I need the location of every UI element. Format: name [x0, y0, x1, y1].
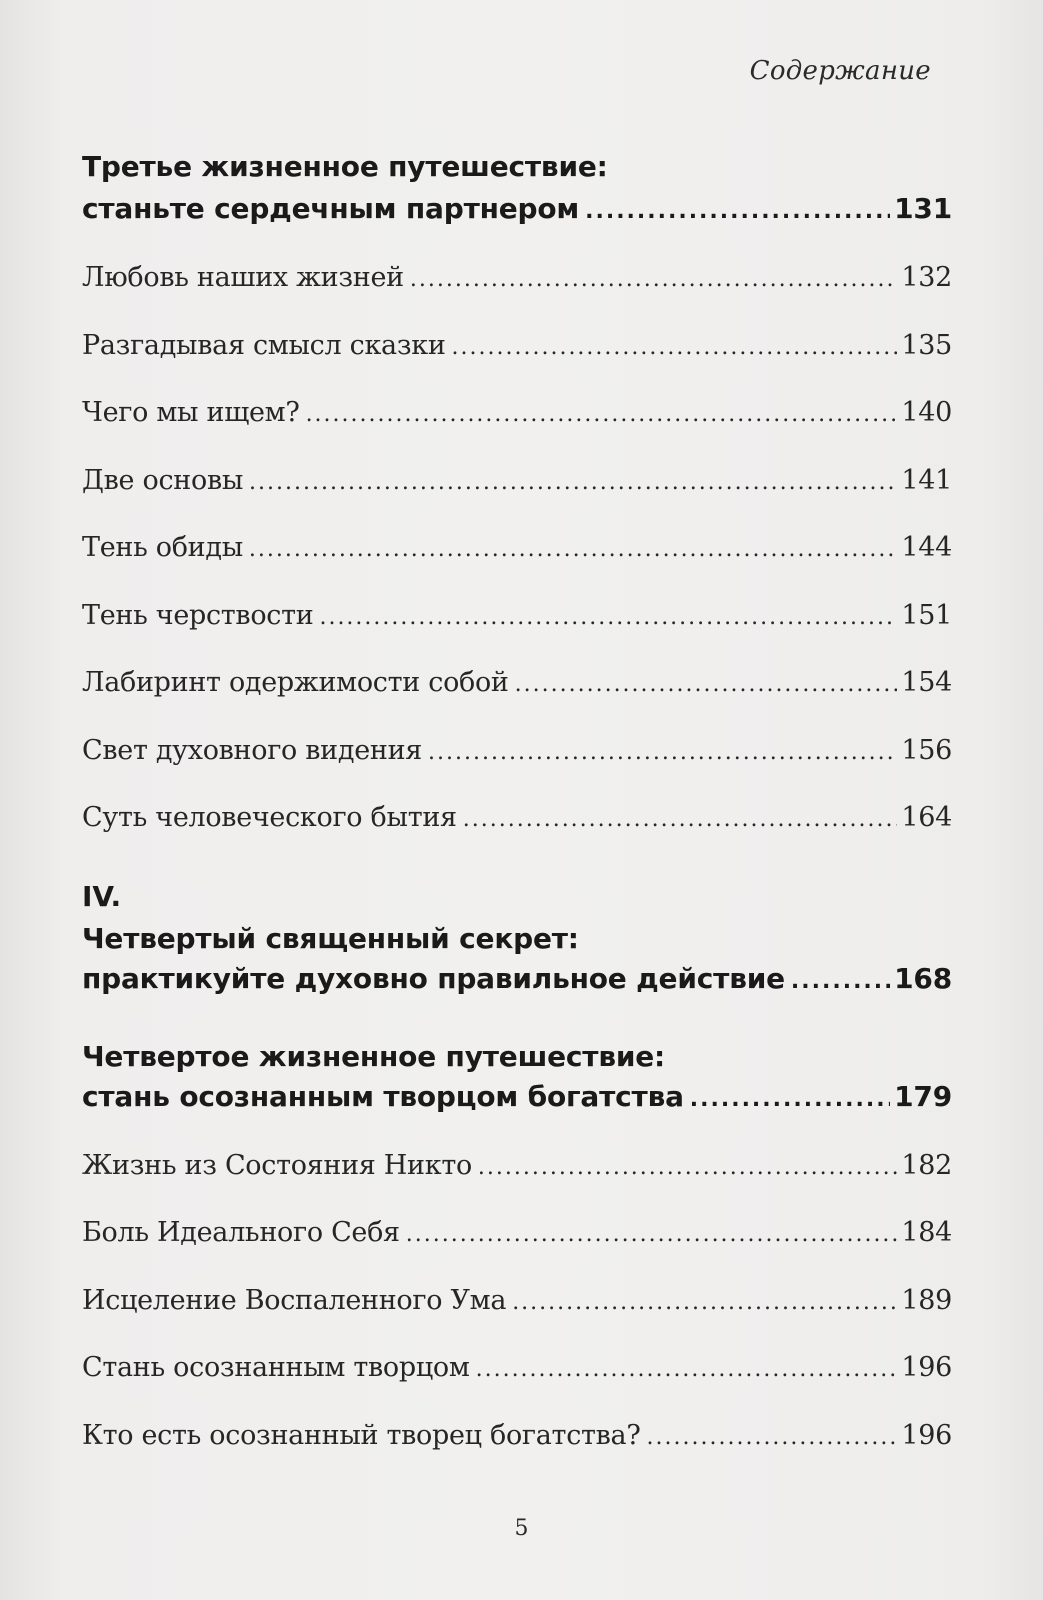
dot-leader: [690, 1080, 890, 1113]
toc-entry-page: 141: [901, 465, 952, 496]
toc-entry-page: 151: [901, 600, 952, 631]
journey-4-heading-line2: стань осознанным творцом богатства: [82, 1080, 684, 1113]
toc-entry[interactable]: [82, 600, 952, 631]
dot-leader: [428, 735, 897, 766]
dot-leader: [478, 1150, 897, 1181]
toc-entry[interactable]: [82, 465, 952, 496]
toc-entry-title: Любовь наших жизней: [82, 262, 404, 293]
journey-3-heading-line1: Третье жизненное путешествие:: [82, 150, 608, 183]
toc-entry-page: 140: [901, 397, 952, 428]
toc-entry-title: Чего мы ищем?: [82, 397, 300, 428]
secret-4-heading-line2: практикуйте духовно правильное действие: [82, 962, 785, 995]
toc-entry-title: Тень черствости: [82, 600, 314, 631]
toc-entry[interactable]: [82, 1420, 952, 1451]
dot-leader: [512, 1285, 897, 1316]
journey-4-heading-row[interactable]: [82, 1080, 952, 1113]
dot-leader: [515, 667, 898, 698]
dot-leader: [476, 1352, 898, 1383]
toc-entry-title: Кто есть осознанный творец богатства?: [82, 1420, 641, 1451]
toc-entry[interactable]: [82, 1285, 952, 1316]
toc-entry[interactable]: [82, 1217, 952, 1248]
journey-4-page: 179: [894, 1080, 952, 1113]
dot-leader: [249, 465, 897, 496]
journey-3-heading-line2: станьте сердечным партнером: [82, 192, 580, 225]
journey-3-heading-row[interactable]: [82, 192, 952, 225]
toc-entry[interactable]: [82, 1352, 952, 1383]
dot-leader: [249, 532, 897, 563]
toc-entry-title: Боль Идеального Себя: [82, 1217, 400, 1248]
dot-leader: [463, 802, 898, 833]
dot-leader: [585, 192, 890, 225]
toc-entry-page: 132: [901, 262, 952, 293]
toc-entry-page: 196: [901, 1352, 952, 1383]
toc-entry-page: 156: [901, 735, 952, 766]
toc-entry-title: Разгадывая смысл сказки: [82, 330, 446, 361]
toc-entry-page: 164: [901, 802, 952, 833]
dot-leader: [647, 1420, 898, 1451]
part-4-numeral: IV.: [82, 880, 122, 913]
toc-entry-page: 196: [901, 1420, 952, 1451]
toc-entry[interactable]: [82, 262, 952, 293]
secret-4-page: 168: [894, 962, 952, 995]
toc-entry-title: Стань осознанным творцом: [82, 1352, 470, 1383]
toc-entry[interactable]: [82, 1150, 952, 1181]
toc-entry-title: Лабиринт одержимости собой: [82, 667, 509, 698]
toc-entry-title: Жизнь из Состояния Никто: [82, 1150, 472, 1181]
journey-3-page: 131: [894, 192, 952, 225]
toc-entry-page: 144: [901, 532, 952, 563]
toc-entry[interactable]: [82, 330, 952, 361]
toc-entry-title: Свет духовного видения: [82, 735, 423, 766]
toc-entry-title: Тень обиды: [82, 532, 243, 563]
running-head: Содержание: [749, 56, 931, 86]
toc-entry[interactable]: [82, 397, 952, 428]
dot-leader: [791, 962, 890, 995]
dot-leader: [306, 397, 898, 428]
toc-entry[interactable]: [82, 802, 952, 833]
toc-entry-page: 184: [901, 1217, 952, 1248]
toc-entry-page: 135: [901, 330, 952, 361]
toc-entry-title: Исцеление Воспаленного Ума: [82, 1285, 507, 1316]
page-number: 5: [514, 1516, 529, 1541]
toc-entry-page: 189: [901, 1285, 952, 1316]
dot-leader: [452, 330, 898, 361]
dot-leader: [406, 1217, 898, 1248]
toc-entry-page: 154: [901, 667, 952, 698]
toc-entry[interactable]: [82, 667, 952, 698]
toc-entry-title: Две основы: [82, 465, 244, 496]
secret-4-heading-line1: Четвертый священный секрет:: [82, 922, 579, 955]
toc-entry[interactable]: [82, 735, 952, 766]
toc-entry[interactable]: [82, 532, 952, 563]
journey-4-heading-line1: Четвертое жизненное путешествие:: [82, 1040, 666, 1073]
dot-leader: [410, 262, 897, 293]
toc-entry-title: Суть человеческого бытия: [82, 802, 457, 833]
toc-entry-page: 182: [901, 1150, 952, 1181]
secret-4-heading-row[interactable]: [82, 962, 952, 995]
dot-leader: [319, 600, 897, 631]
